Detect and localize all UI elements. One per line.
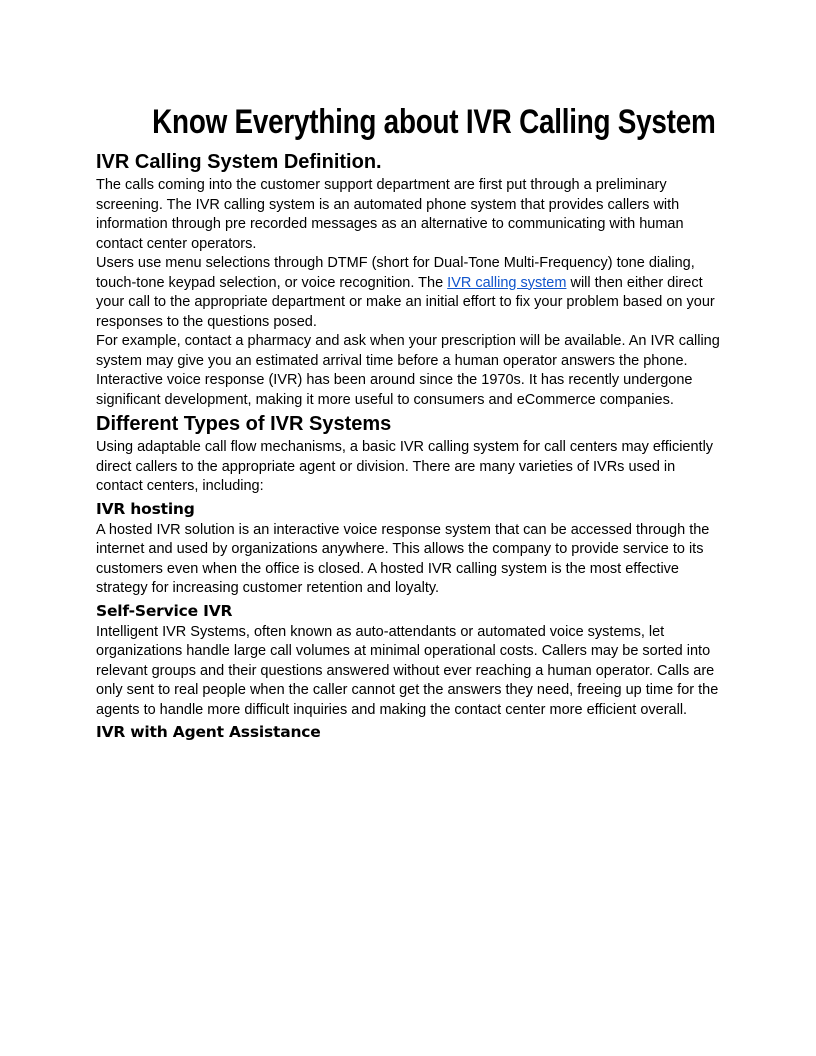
paragraph-history: Interactive voice response (IVR) has been around since the 1970s. It has recently undergone significant development, making it more useful to consumers and eCommerce companies. xyxy=(96,372,693,408)
paragraph-types-intro: Using adaptable call flow mechanisms, a basic IVR calling system for call centers may efficiently direct callers to the appropriate agent or division. There are many varieties of IVRs used in contact centers, including: xyxy=(96,439,714,494)
subheading-ivr-hosting: IVR hosting xyxy=(96,499,195,518)
paragraph-dtmf xyxy=(96,254,720,332)
paragraph-self-service-ivr: Intelligent IVR Systems, often known as auto-attendants or automated voice systems, let organizations handle large call volumes at minimal operational costs. Callers may be sorted into relevant groups and their questions answered without ever reaching a human operator. Calls are only sent to real people when the caller cannot get the answers they need, freeing up time for the agents to handle more difficult inquiries and making the contact center more efficient overall. xyxy=(96,623,719,718)
section-heading-types: Different Types of IVR Systems xyxy=(96,413,392,435)
paragraph-screening: The calls coming into the customer support department are first put through a preliminary screening. The IVR calling system is an automated phone system that provides callers with information through pre recorded messages as an alternative to communicating with human contact center operators. xyxy=(96,177,684,252)
ivr-calling-system-link[interactable]: IVR calling system xyxy=(447,274,567,291)
paragraph-pharmacy-example: For example, contact a pharmacy and ask when your prescription will be available. An IVR calling system may give you an estimated arrival time before a human operator answers the phone. xyxy=(96,333,720,369)
paragraph-dtmf-text-end: will then either direct your call to the appropriate department or make an initial effort to fix your problem based on your responses to the questions posed. xyxy=(96,274,715,330)
paragraph-dtmf-text-start: Users use menu selections through DTMF (short for Dual-Tone Multi-Frequency) tone dialing, touch-tone keypad selection, or voice recognition. The xyxy=(96,255,695,291)
subheading-agent-assistance: IVR with Agent Assistance xyxy=(96,723,321,741)
paragraph-ivr-hosting: A hosted IVR solution is an interactive voice response system that can be accessed through the internet and used by organizations anywhere. This allows the company to provide service to its customers even when the office is closed. A hosted IVR calling system is the most effective strategy for increasing customer retention and loyalty. xyxy=(96,521,710,596)
subheading-self-service-ivr: Self-Service IVR xyxy=(96,601,233,620)
document-title: Know Everything about IVR Calling System xyxy=(152,103,716,141)
section-heading-definition: IVR Calling System Definition. xyxy=(96,151,382,173)
document-page xyxy=(96,96,720,744)
